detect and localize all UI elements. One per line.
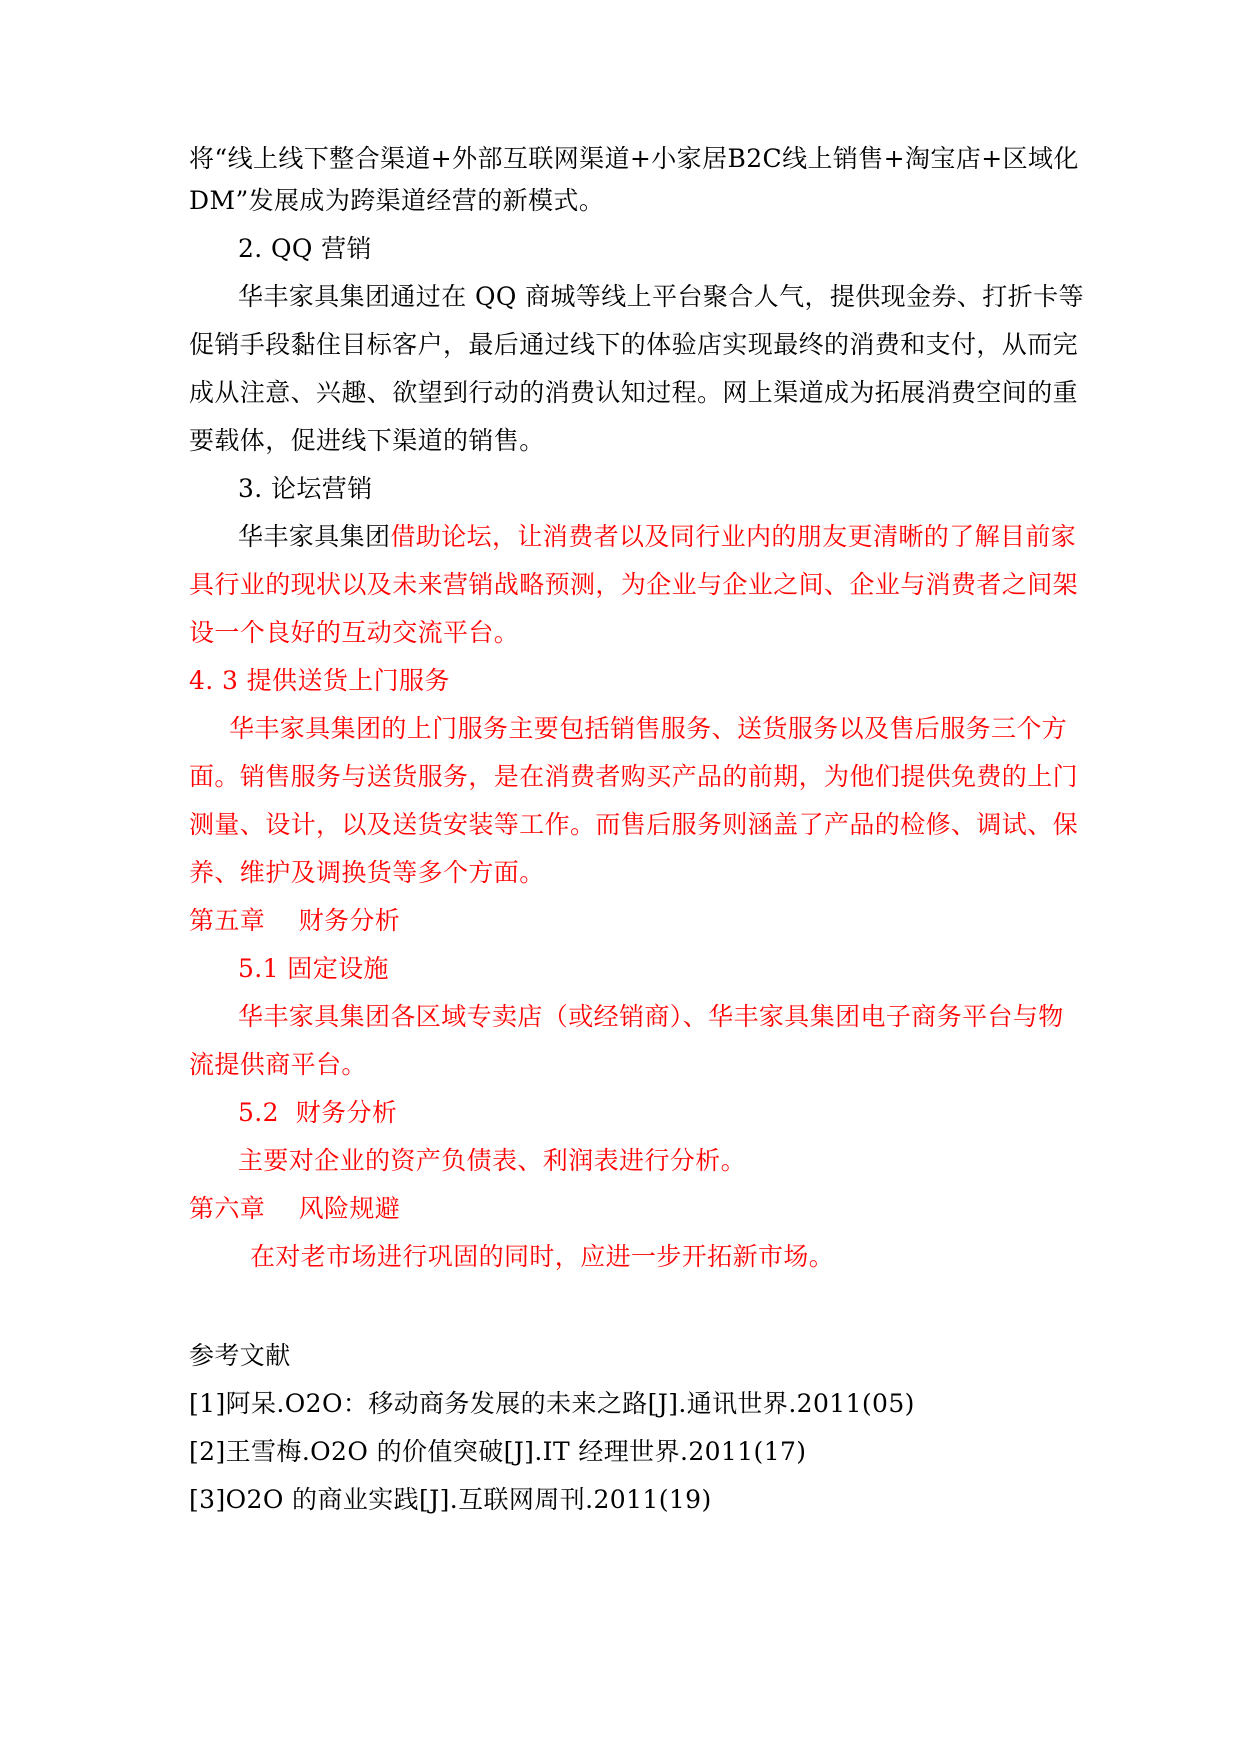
section-heading: 2. QQ 营销 (238, 234, 372, 263)
references-heading: 参考文献 (189, 1341, 291, 1370)
paragraph-line: 华丰家具集团的上门服务主要包括销售服务、送货服务以及售后服务三个方 (229, 714, 1068, 743)
paragraph-line: 在对老市场进行巩固的同时，应进一步开拓新市场。 (250, 1242, 835, 1271)
paragraph-line: 将“线上线下整合渠道+外部互联网渠道+小家居B2C线上销售+淘宝店+区域化 (189, 144, 1079, 173)
paragraph-line: 养、维护及调换货等多个方面。 (189, 858, 545, 887)
section-heading: 5.2 财务分析 (238, 1098, 398, 1127)
paragraph-line: DM”发展成为跨渠道经营的新模式。 (189, 186, 605, 215)
section-heading: 5.1 固定设施 (238, 954, 389, 983)
paragraph-line: 面。销售服务与送货服务，是在消费者购买产品的前期，为他们提供免费的上门 (189, 762, 1079, 791)
reference-item: [3]O2O 的商业实践[J].互联网周刊.2011(19) (189, 1485, 712, 1514)
paragraph-line: 测量、设计，以及送货安装等工作。而售后服务则涵盖了产品的检修、调试、保 (189, 810, 1079, 839)
text-segment: 华丰家具集团 (238, 522, 391, 551)
section-heading: 4. 3 提供送货上门服务 (189, 666, 450, 695)
paragraph-line: 华丰家具集团各区域专卖店（或经销商）、华丰家具集团电子商务平台与物 (238, 1002, 1064, 1031)
paragraph-line: 要载体，促进线下渠道的销售。 (189, 426, 545, 455)
paragraph-line-mixed (238, 522, 1077, 552)
paragraph-line: 成从注意、兴趣、欲望到行动的消费认知过程。网上渠道成为拓展消费空间的重 (189, 378, 1079, 407)
section-heading: 3. 论坛营销 (238, 474, 373, 503)
paragraph-line: 主要对企业的资产负债表、利润表进行分析。 (238, 1146, 747, 1175)
paragraph-line: 流提供商平台。 (189, 1050, 367, 1079)
reference-item: [1]阿呆.O2O：移动商务发展的未来之路[J].通讯世界.2011(05) (189, 1389, 915, 1418)
chapter-heading: 第五章 财务分析 (189, 906, 401, 935)
paragraph-line: 促销手段黏住目标客户，最后通过线下的体验店实现最终的消费和支付，从而完 (189, 330, 1079, 359)
paragraph-line: 设一个良好的互动交流平台。 (189, 618, 520, 647)
text-segment: 借助论坛，让消费者以及同行业内的朋友更清晰的了解目前家 (390, 522, 1077, 551)
reference-item: [2]王雪梅.O2O 的价值突破[J].IT 经理世界.2011(17) (189, 1437, 807, 1466)
paragraph-line: 具行业的现状以及未来营销战略预测，为企业与企业之间、企业与消费者之间架 (189, 570, 1079, 599)
paragraph-line: 华丰家具集团通过在 QQ 商城等线上平台聚合人气，提供现金券、打折卡等 (238, 282, 1084, 311)
chapter-heading: 第六章 风险规避 (189, 1194, 401, 1223)
